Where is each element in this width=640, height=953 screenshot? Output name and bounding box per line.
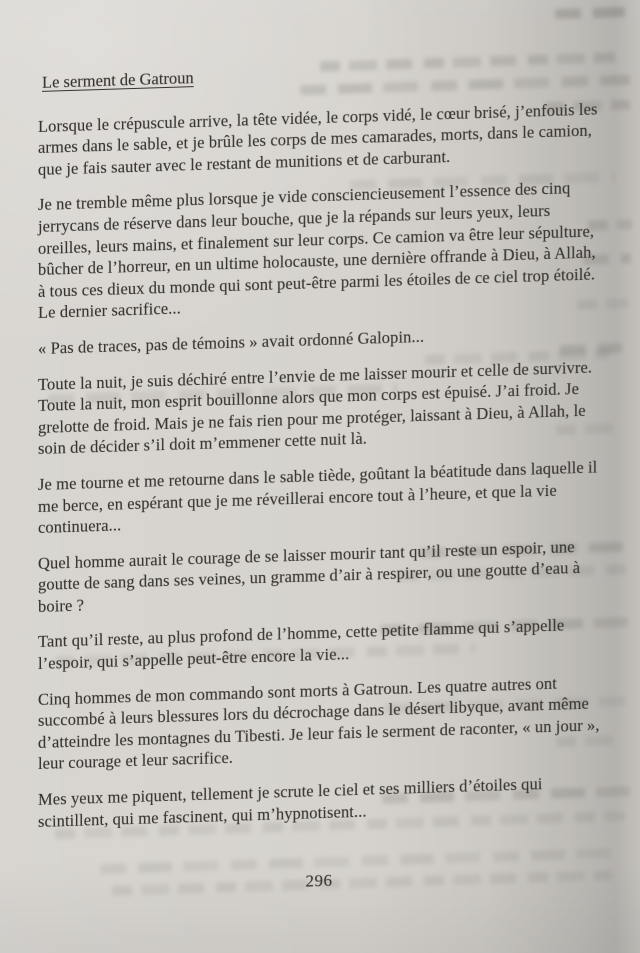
page-content [38,54,600,900]
paragraph-5: Je me tourne et me retourne dans le sable tiède, goûtant la béatitude dans laquelle il me berce, en espérant que je me réveillerai encore tout à l’heure, et que la vie continuera... [38,457,598,538]
paragraph-7: Tant qu’il reste, au plus profond de l’homme, cette petite flamme qui s’appelle l’espoir, qui s’appelle peut-être encore la vie... [38,615,565,674]
paragraph-9: Mes yeux me piquent, tellement je scrute le ciel et ses milliers d’étoiles qui scintillent, qui me fascinent, qui m’hypnotisent... [38,774,543,831]
paragraph-3: « Pas de traces, pas de témoins » avait ordonné Galopin... [38,326,425,358]
chapter-title: Le serment de Gatroun [42,68,194,92]
page-number: 296 [305,870,333,891]
bleedthrough-ghost-line [555,7,625,19]
paragraph-4: Toute la nuit, je suis déchiré entre l’envie de me laisser mourir et celle de survivre. Toute la nuit, mon esprit bouillonne alors que mon corps est épuisé. J’ai froid. Je grelotte de froid. Mais je ne fais rien pour me protéger, laissant à Dieu, à Allah, le soin de décider s’il doit m’emmener cette nuit là. [38,357,593,459]
paragraph-1: Lorsque le crépuscule arrive, la tête vidée, le corps vidé, le cœur brisé, j’enfouis les armes dans le sable, et je brûle les corps de mes camarades, morts, dans le camion, que je fais sauter avec le restant de munitions et de carburant. [38,99,598,179]
paragraph-8: Cinq hommes de mon commando sont morts à Gatroun. Les quatre autres ont succombé à leurs blessures lors du décrochage dans le désert libyque, avant même d’atteindre les montagnes du Tibesti. Je leur fais le serment de raconter, « un jour », leur courage et leur sacrifice. [38,673,600,774]
paragraph-6: Quel homme aurait le courage de se laisser mourir tant qu’il reste un espoir, une goutte de sang dans ses veines, un gramme d’air à respirer, ou une goutte d’eau à boire ? [38,536,581,616]
paragraph-2: Je ne tremble même plus lorsque je vide consciencieusement l’essence des cinq jerrycans de réserve dans leur bouche, que je la répands sur leurs yeux, leurs oreilles, leurs mains, et finalement sur leur corps. Ce camion va être leur sépulture, bûcher de l’horreur, en un ultime holocauste, une dernière offrande à Dieu, à Allah, à tous ces dieux du monde qui sont peut-être parmi les étoiles de ce ciel trop étoilé. Le dernier sacrifice... [38,178,596,323]
